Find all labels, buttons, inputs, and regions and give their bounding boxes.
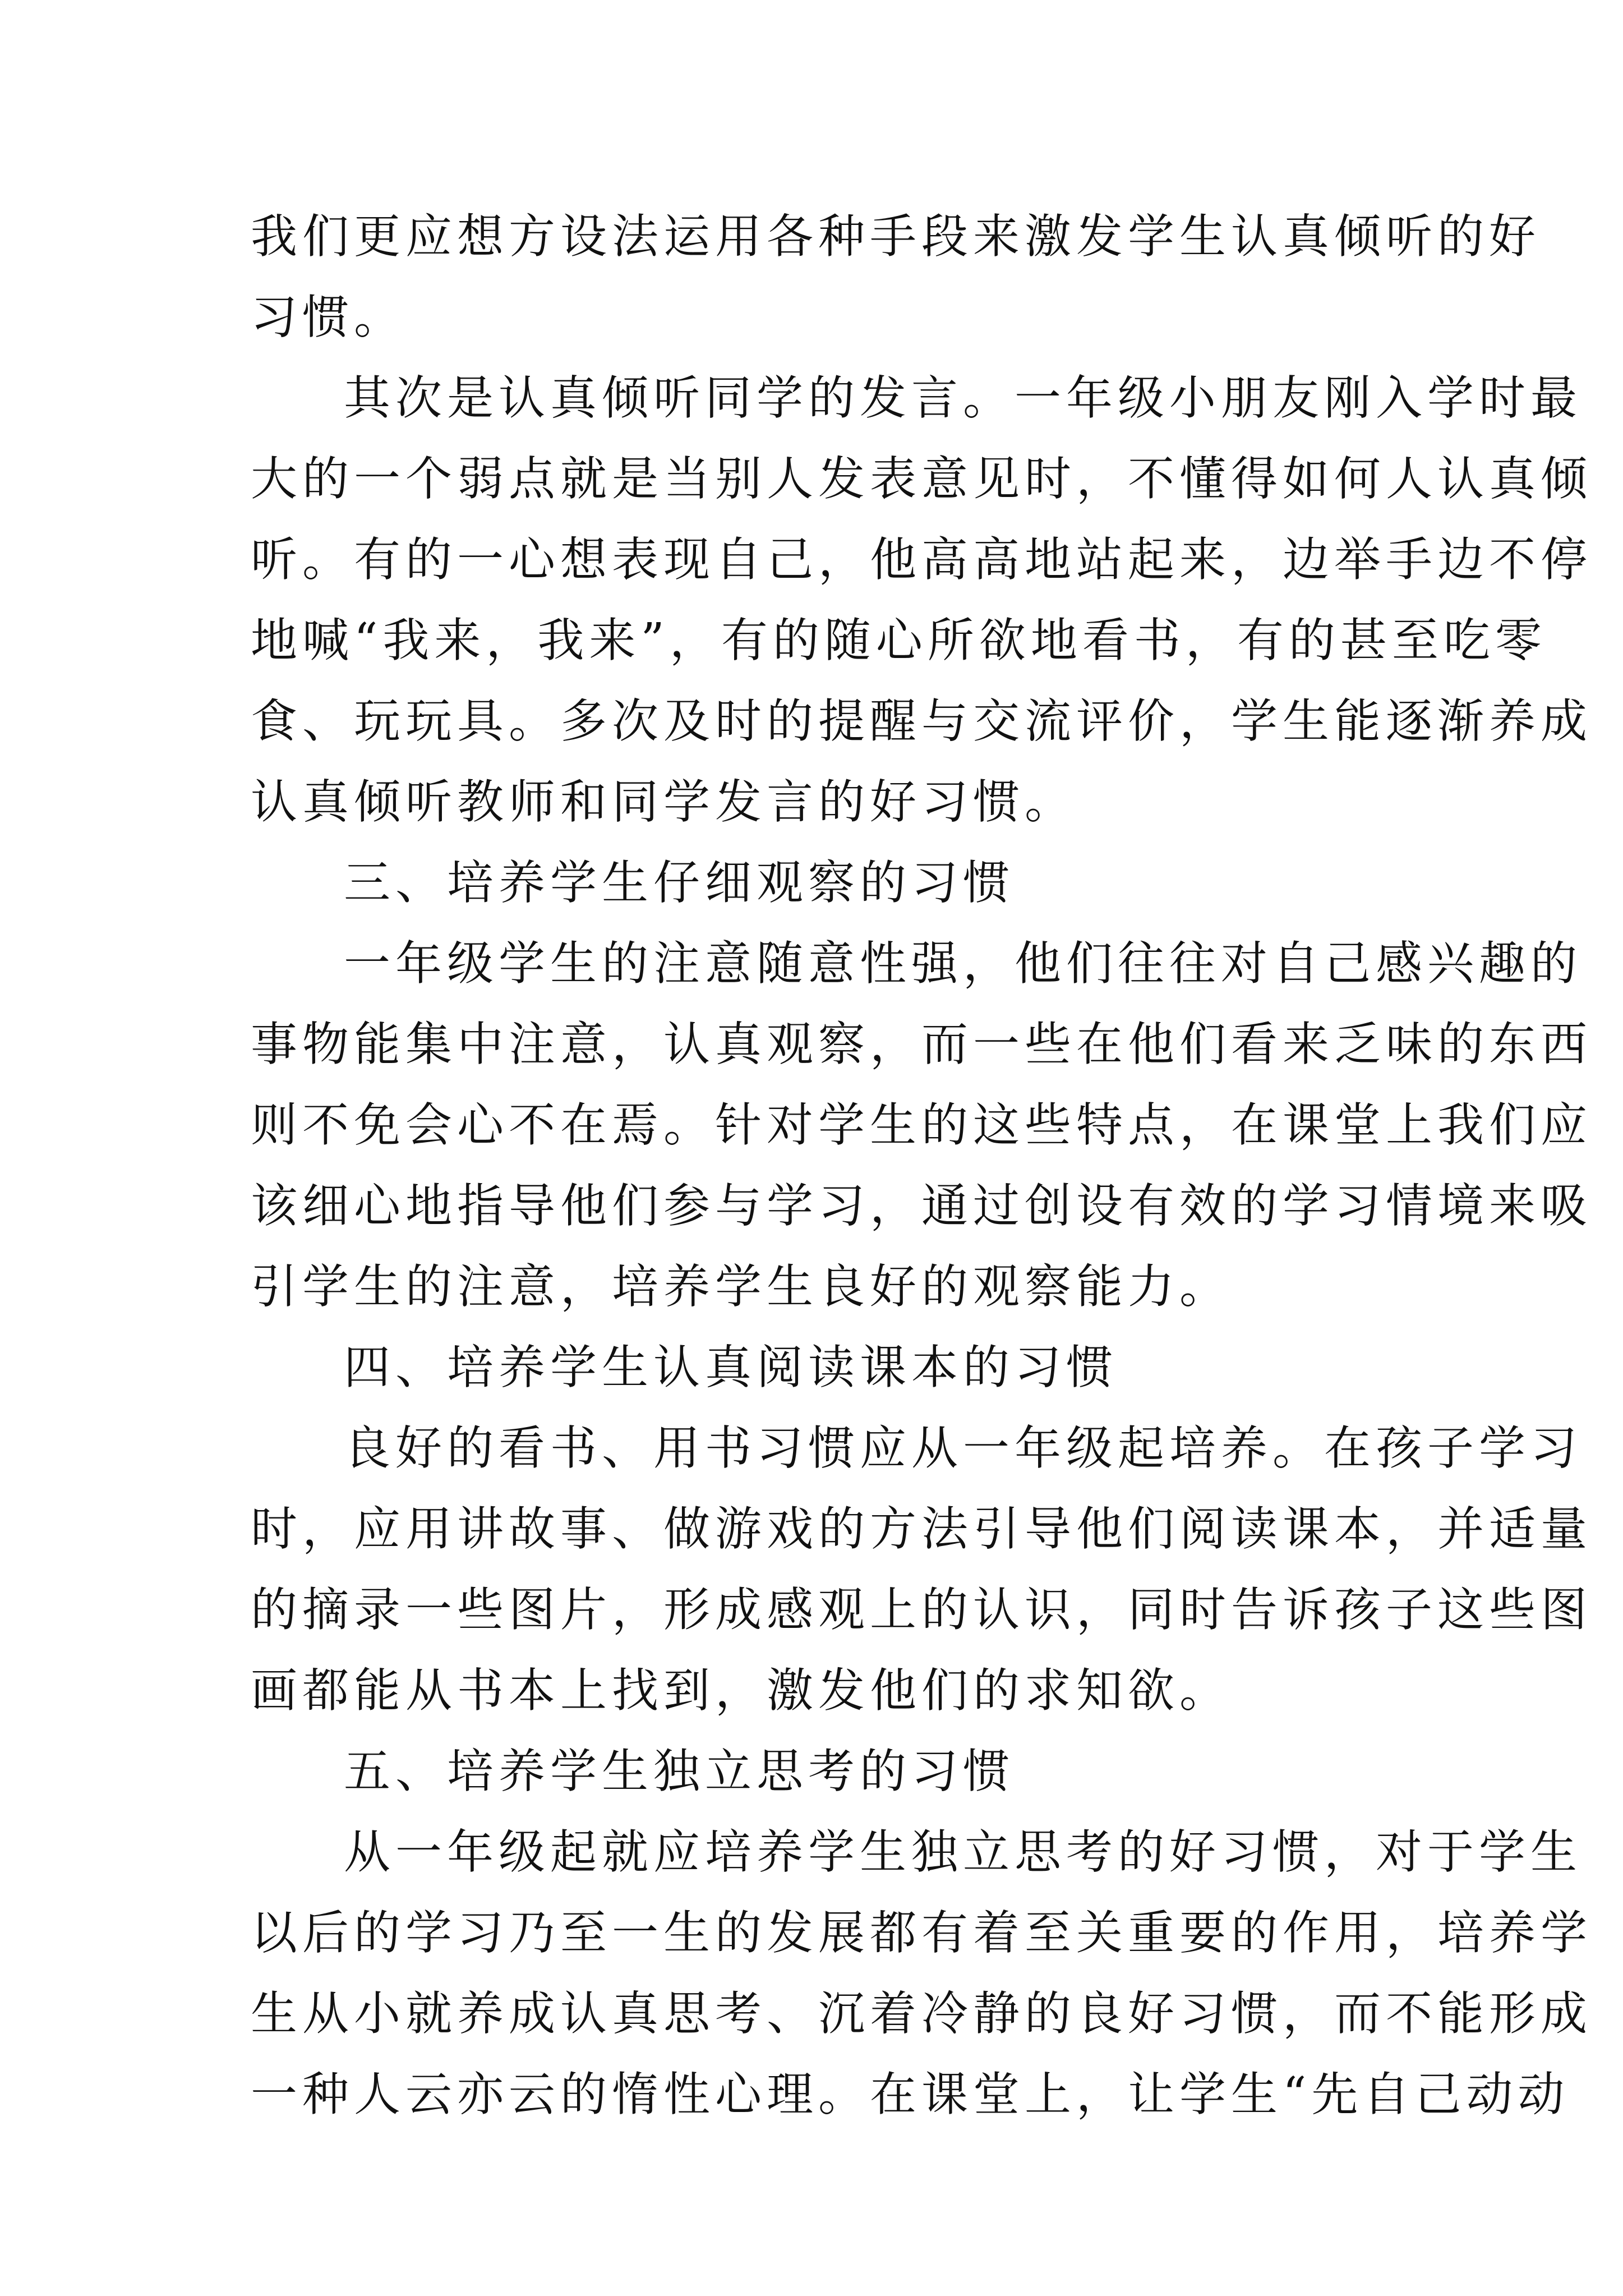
text-line: 三、培养学生仔细观察的习惯 xyxy=(344,855,1015,910)
text-line: 的摘录一些图片，形成感观上的认识，同时告诉孩子这些图 xyxy=(251,1582,1592,1637)
text-line: 该细心地指导他们参与学习，通过创设有效的学习情境来吸 xyxy=(251,1179,1592,1233)
text-line: 时，应用讲故事、做游戏的方法引导他们阅读课本，并适量 xyxy=(251,1502,1592,1556)
text-line: 生从小就养成认真思考、沉着冷静的良好习惯，而不能形成 xyxy=(251,1986,1592,2041)
text-line: 画都能从书本上找到，激发他们的求知欲。 xyxy=(251,1663,1231,1718)
text-line: 引学生的注意，培养学生良好的观察能力。 xyxy=(251,1259,1231,1314)
text-line: 地喊“我来，我来”，有的随心所欲地看书，有的甚至吃零 xyxy=(251,613,1547,668)
text-line: 良好的看书、用书习惯应从一年级起培养。在孩子学习 xyxy=(344,1421,1582,1475)
text-line: 食、玩玩具。多次及时的提醒与交流评价，学生能逐渐养成 xyxy=(251,694,1592,748)
text-line: 则不免会心不在焉。针对学生的这些特点，在课堂上我们应 xyxy=(251,1098,1592,1152)
text-line: 我们更应想方设法运用各种手段来激发学生认真倾听的好 xyxy=(251,209,1541,264)
text-line: 大的一个弱点就是当别人发表意见时，不懂得如何人认真倾 xyxy=(251,452,1592,506)
text-line: 以后的学习乃至一生的发展都有着至关重要的作用，培养学 xyxy=(251,1906,1592,1960)
text-line: 听。有的一心想表现自己，他高高地站起来，边举手边不停 xyxy=(251,532,1592,587)
text-line: 一种人云亦云的惰性心理。在课堂上，让学生“先自己动动 xyxy=(251,2067,1570,2122)
text-line: 其次是认真倾听同学的发言。一年级小朋友刚入学时最 xyxy=(344,371,1582,425)
text-line: 一年级学生的注意随意性强，他们往往对自己感兴趣的 xyxy=(344,936,1582,991)
text-line: 认真倾听教师和同学发言的好习惯。 xyxy=(251,775,1076,829)
text-line: 事物能集中注意，认真观察，而一些在他们看来乏味的东西 xyxy=(251,1017,1592,1071)
text-line: 习惯。 xyxy=(251,290,405,344)
text-line: 从一年级起就应培养学生独立思考的好习惯，对于学生 xyxy=(344,1825,1582,1879)
document-body xyxy=(251,196,1592,2135)
text-line: 四、培养学生认真阅读课本的习惯 xyxy=(344,1340,1118,1395)
text-line: 五、培养学生独立思考的习惯 xyxy=(344,1744,1015,1798)
